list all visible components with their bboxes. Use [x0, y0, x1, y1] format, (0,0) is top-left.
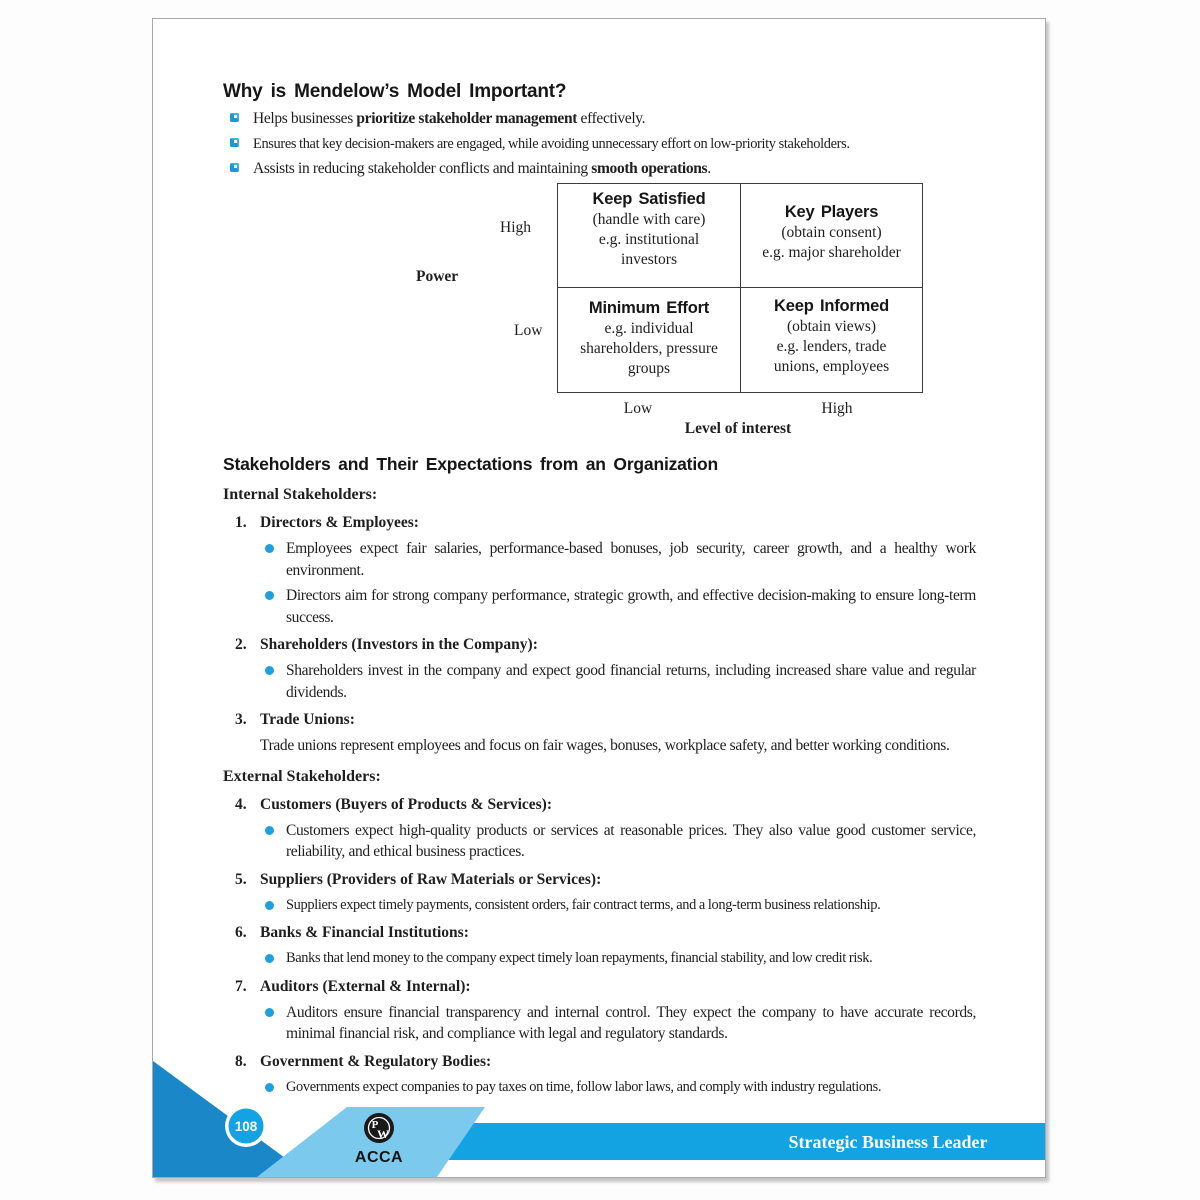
- section-title: Stakeholders and Their Expectations from an Organization: [223, 454, 718, 474]
- quadrant-keep-informed: [740, 287, 922, 392]
- item-title: Suppliers (Providers of Raw Materials or Services):: [260, 870, 602, 888]
- item-title: Directors & Employees:: [260, 514, 419, 531]
- key-point-text: Helps businesses prioritize stakeholder management effectively.: [253, 110, 646, 127]
- bullet-item: [223, 660, 976, 703]
- bullet-item: [223, 820, 976, 863]
- item-title: Trade Unions:: [260, 711, 355, 728]
- acca-wordmark: ACCA: [354, 1149, 404, 1166]
- bullet-icon: [265, 591, 274, 600]
- item-title: Auditors (External & Internal):: [260, 977, 471, 995]
- quadrant-line: (obtain consent): [781, 224, 882, 241]
- bullet-icon: [265, 544, 274, 553]
- item-paragraph: Trade unions represent employees and focus on fair wages, bonuses, workplace safety, and better working conditions.: [260, 737, 950, 754]
- bullet-icon: [265, 666, 274, 675]
- bullet-text: Directors aim for strong company performance, strategic growth, and effective decision-making to ensure long-term success.: [286, 587, 976, 626]
- quadrant-title: Key Players: [784, 203, 879, 221]
- bullet-item: [223, 538, 976, 581]
- item-number: 4.: [235, 795, 247, 813]
- item-number: 6.: [235, 924, 247, 941]
- mendelow-matrix-diagram: [223, 183, 976, 439]
- y-axis-high-label: High: [500, 219, 531, 236]
- bullet-icon: [265, 1008, 274, 1017]
- key-point-item: [223, 133, 976, 155]
- bullet-text: Employees expect fair salaries, performance-based bonuses, job security, career growth, and a healthy work environment.: [286, 540, 976, 579]
- quadrant-line: e.g. individual: [604, 320, 694, 337]
- bullet-icon: [265, 826, 274, 835]
- internal-stakeholders-heading: Internal Stakeholders:: [223, 486, 378, 503]
- checkbox-bullet-icon: [230, 163, 239, 172]
- bullet-item: [223, 585, 976, 628]
- matrix-grid: [557, 183, 923, 393]
- page-number-badge: [225, 1105, 267, 1147]
- quadrant-keep-satisfied: [558, 184, 740, 287]
- item-number: 3.: [235, 711, 247, 728]
- item-number: 1.: [235, 514, 247, 531]
- quadrant-line: unions, employees: [773, 358, 890, 375]
- quadrant-line: e.g. institutional: [598, 231, 700, 248]
- quadrant-line: (handle with care): [592, 211, 706, 228]
- bullet-text: Auditors ensure financial transparency and internal control. They expect the company to have accurate records, minimal financial risk, and compliance with legal and regulatory standards.: [286, 1003, 976, 1042]
- bullet-text: Banks that lend money to the company expect timely loan repayments, financial stability, and low credit risk.: [286, 950, 873, 966]
- bullet-item: [223, 895, 976, 917]
- stakeholder-item-heading: [223, 634, 976, 656]
- stakeholder-item-heading: [223, 922, 976, 944]
- page-content: [153, 81, 1045, 1098]
- item-title: Customers (Buyers of Products & Services):: [260, 795, 553, 813]
- stakeholder-item-heading: [223, 794, 976, 816]
- key-point-item: [223, 158, 976, 180]
- bullet-text: Customers expect high-quality products or services at reasonable prices. They also value good customer service, reliability, and ethical business practices.: [286, 821, 976, 860]
- quadrant-title: Keep Informed: [774, 297, 889, 315]
- page-title: Why is Mendelow’s Model Important?: [223, 81, 567, 102]
- item-title: Shareholders (Investors in the Company):: [260, 636, 538, 653]
- quadrant-title: Keep Satisfied: [592, 190, 706, 208]
- stakeholder-item-heading: [223, 709, 976, 731]
- key-point-item: [223, 108, 976, 130]
- quadrant-line: e.g. major shareholder: [762, 244, 901, 261]
- quadrant-key-players: [740, 184, 922, 287]
- y-axis-low-label: Low: [514, 322, 543, 339]
- stakeholder-item-heading: [223, 869, 976, 891]
- x-axis-low-label: Low: [623, 400, 653, 417]
- external-stakeholders-heading: External Stakeholders:: [223, 767, 381, 785]
- bullet-text: Shareholders invest in the company and expect good financial returns, including increased share value and regular dividends.: [286, 662, 976, 701]
- bullet-item: [223, 1002, 976, 1045]
- stakeholder-item-heading: [223, 512, 976, 534]
- item-title: Government & Regulatory Bodies:: [260, 1052, 492, 1070]
- book-title: Strategic Business Leader: [788, 1132, 988, 1152]
- quadrant-line: (obtain views): [786, 318, 877, 335]
- footer-graphic: [153, 1049, 1045, 1177]
- document-page: [152, 18, 1046, 1178]
- bullet-text: Suppliers expect timely payments, consistent orders, fair contract terms, and a long-term business relationship.: [286, 896, 881, 913]
- pw-logo-letter-p: P: [371, 1119, 379, 1131]
- item-number: 2.: [235, 636, 247, 653]
- item-number: 5.: [235, 870, 247, 888]
- quadrant-title: Minimum Effort: [588, 299, 710, 317]
- key-point-text: Assists in reducing stakeholder conflicts and maintaining smooth operations.: [253, 160, 711, 177]
- quadrant-line: e.g. lenders, trade: [776, 338, 887, 355]
- item-number: 8.: [235, 1052, 247, 1070]
- page-number: 108: [234, 1119, 258, 1134]
- quadrant-minimum-effort: [558, 287, 740, 392]
- checkbox-bullet-icon: [230, 138, 239, 147]
- bullet-text: Governments expect companies to pay taxes on time, follow labor laws, and comply with industry regulations.: [286, 1078, 882, 1095]
- bullet-icon: [265, 901, 274, 910]
- stakeholder-item-heading: [223, 976, 976, 998]
- checkbox-bullet-icon: [230, 113, 239, 122]
- y-axis-label: Power: [416, 268, 459, 285]
- item-number: 7.: [235, 977, 247, 995]
- quadrant-line: groups: [627, 360, 671, 377]
- quadrant-line: investors: [621, 251, 677, 268]
- pw-logo-letter-w: W: [377, 1127, 389, 1141]
- key-point-text: Ensures that key decision-makers are engaged, while avoiding unnecessary effort on low-priority stakeholders.: [253, 136, 850, 152]
- bullet-icon: [265, 954, 274, 963]
- x-axis-label: Level of interest: [684, 420, 792, 437]
- x-axis-high-label: High: [821, 400, 853, 417]
- bullet-item: [223, 948, 976, 970]
- item-title: Banks & Financial Institutions:: [260, 924, 469, 941]
- quadrant-line: shareholders, pressure: [580, 340, 718, 357]
